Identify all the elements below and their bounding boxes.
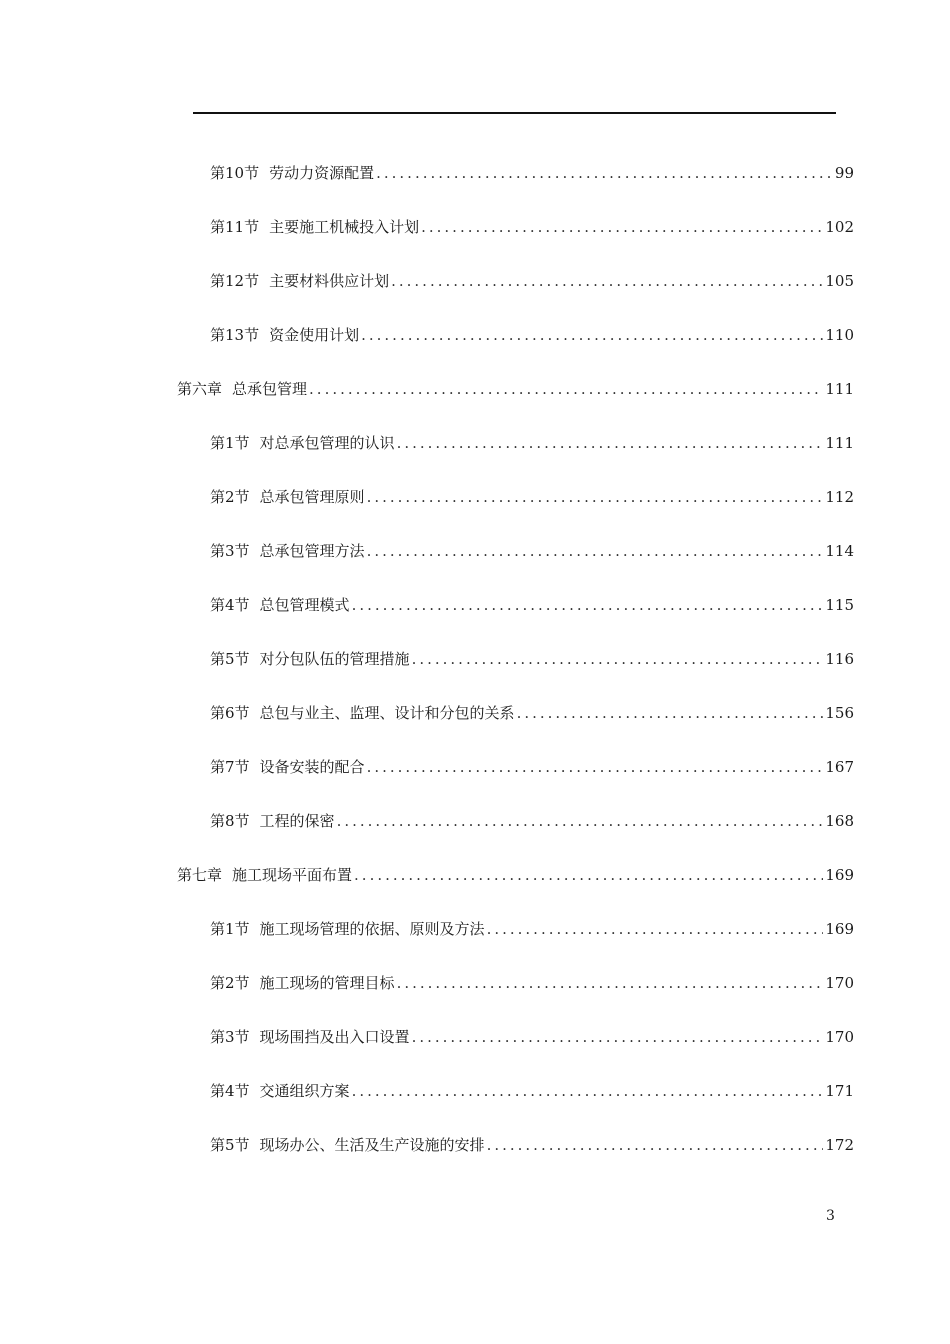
toc-entry-page: 116 — [825, 650, 854, 668]
toc-entry-page: 110 — [825, 326, 854, 344]
toc-entry-number: 第12节 — [210, 272, 260, 290]
dot-leader — [412, 1028, 824, 1046]
dot-leader — [367, 758, 824, 776]
dot-leader — [352, 1082, 824, 1100]
toc-entry-number: 第11节 — [210, 218, 260, 236]
page-number: 3 — [826, 1208, 835, 1224]
toc-entry[interactable] — [210, 1134, 854, 1158]
toc-entry-number: 第2节 — [210, 488, 250, 506]
toc-entry-number: 第4节 — [210, 1082, 250, 1100]
toc-entry[interactable] — [210, 162, 854, 186]
toc-entry-number: 第6节 — [210, 704, 250, 722]
toc-entry[interactable] — [210, 702, 854, 726]
toc-entry-page: 169 — [825, 920, 854, 938]
toc-entry-number: 第1节 — [210, 434, 250, 452]
toc-entry[interactable] — [210, 486, 854, 510]
toc-entry-title: 总承包管理原则 — [259, 488, 365, 506]
toc-entry-page: 170 — [825, 1028, 854, 1046]
header-rule — [193, 112, 836, 114]
dot-leader — [367, 542, 824, 560]
toc-entry-number: 第1节 — [210, 920, 250, 938]
toc-entry-number: 第六章 — [177, 380, 223, 398]
dot-leader — [412, 650, 824, 668]
dot-leader — [391, 272, 823, 290]
dot-leader — [487, 920, 824, 938]
toc-entry-number: 第7节 — [210, 758, 250, 776]
toc-entry-title: 劳动力资源配置 — [269, 164, 375, 182]
toc-entry-title: 施工现场平面布置 — [232, 866, 353, 884]
dot-leader — [397, 974, 824, 992]
toc-entry-title: 工程的保密 — [259, 812, 335, 830]
dot-leader — [309, 380, 823, 398]
toc-entry-title: 主要施工机械投入计划 — [269, 218, 420, 236]
toc-entry-page: 169 — [825, 866, 854, 884]
toc-entry-number: 第七章 — [177, 866, 223, 884]
toc-entry[interactable] — [210, 216, 854, 240]
toc-entry-title: 资金使用计划 — [269, 326, 360, 344]
toc-entry-title: 设备安装的配合 — [259, 758, 365, 776]
toc-entry[interactable] — [210, 594, 854, 618]
toc-entry-page: 167 — [825, 758, 854, 776]
toc-entry[interactable] — [210, 648, 854, 672]
toc-entry[interactable] — [210, 1026, 854, 1050]
toc-entry-number: 第3节 — [210, 542, 250, 560]
toc-entry-page: 168 — [825, 812, 854, 830]
toc-entry-title: 现场围挡及出入口设置 — [259, 1028, 410, 1046]
toc-entry-number: 第5节 — [210, 1136, 250, 1154]
toc-entry-page: 102 — [825, 218, 854, 236]
dot-leader — [376, 164, 833, 182]
toc-entry-title: 对分包队伍的管理措施 — [259, 650, 410, 668]
toc-entry[interactable] — [210, 756, 854, 780]
toc-entry[interactable] — [210, 270, 854, 294]
toc-entry-title: 对总承包管理的认识 — [259, 434, 395, 452]
toc-entry-title: 总包与业主、监理、设计和分包的关系 — [259, 704, 515, 722]
toc-entry-title: 总承包管理方法 — [259, 542, 365, 560]
toc-entry-number: 第8节 — [210, 812, 250, 830]
toc-entry[interactable] — [210, 972, 854, 996]
dot-leader — [352, 596, 824, 614]
toc-chapter-entry[interactable] — [177, 864, 854, 888]
toc-entry-number: 第13节 — [210, 326, 260, 344]
dot-leader — [367, 488, 824, 506]
toc-entry-number: 第4节 — [210, 596, 250, 614]
toc-entry[interactable] — [210, 810, 854, 834]
toc-entry-title: 总包管理模式 — [259, 596, 350, 614]
toc-entry-page: 114 — [825, 542, 854, 560]
toc-entry-page: 111 — [825, 380, 854, 398]
dot-leader — [354, 866, 823, 884]
dot-leader — [421, 218, 823, 236]
toc-entry[interactable] — [210, 1080, 854, 1104]
toc-entry[interactable] — [210, 324, 854, 348]
toc-entry[interactable] — [210, 918, 854, 942]
toc-entry-page: 172 — [825, 1136, 854, 1154]
toc-entry-title: 交通组织方案 — [259, 1082, 350, 1100]
toc-entry-page: 105 — [825, 272, 854, 290]
toc-entry-page: 156 — [825, 704, 854, 722]
toc-chapter-entry[interactable] — [177, 378, 854, 402]
toc-entry[interactable] — [210, 432, 854, 456]
toc-entry-number: 第2节 — [210, 974, 250, 992]
toc-entry-page: 99 — [834, 164, 854, 182]
toc-entry-page: 111 — [825, 434, 854, 452]
toc-entry-title: 施工现场管理的依据、原则及方法 — [259, 920, 485, 938]
toc-entry-page: 171 — [825, 1082, 854, 1100]
dot-leader — [361, 326, 823, 344]
toc-entry[interactable] — [210, 540, 854, 564]
dot-leader — [337, 812, 824, 830]
toc-entry-number: 第3节 — [210, 1028, 250, 1046]
toc-entry-number: 第5节 — [210, 650, 250, 668]
dot-leader — [397, 434, 824, 452]
dot-leader — [487, 1136, 824, 1154]
dot-leader — [517, 704, 824, 722]
toc-entry-title: 施工现场的管理目标 — [259, 974, 395, 992]
toc-entry-title: 总承包管理 — [232, 380, 308, 398]
toc-entry-page: 170 — [825, 974, 854, 992]
toc-entry-page: 112 — [825, 488, 854, 506]
toc-entry-title: 现场办公、生活及生产设施的安排 — [259, 1136, 485, 1154]
toc-entry-page: 115 — [825, 596, 854, 614]
toc-entry-title: 主要材料供应计划 — [269, 272, 390, 290]
toc-entry-number: 第10节 — [210, 164, 260, 182]
